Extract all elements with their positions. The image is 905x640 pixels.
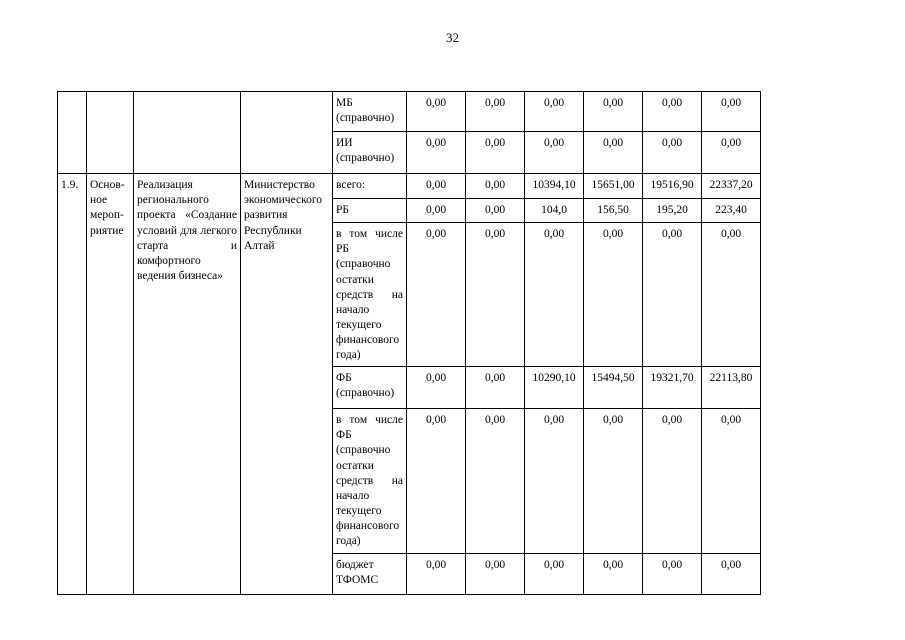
value-cell: 0,00: [466, 199, 525, 223]
item-executor: Министерство экономического развития Республики Алтай: [241, 174, 333, 595]
value-cell: 15651,00: [584, 174, 643, 199]
value-cell: 0,00: [643, 554, 702, 595]
table-row: [58, 92, 761, 132]
empty-cell: [241, 92, 333, 174]
value-cell: 104,0: [525, 199, 584, 223]
value-cell: 0,00: [407, 174, 466, 199]
value-cell: 0,00: [525, 132, 584, 174]
value-cell: 0,00: [407, 409, 466, 554]
item-number: 1.9.: [58, 174, 87, 595]
value-cell: 0,00: [643, 223, 702, 367]
source-label: ИИ (справочно): [333, 132, 407, 174]
empty-cell: [87, 92, 134, 174]
value-cell: 0,00: [702, 92, 761, 132]
value-cell: 22337,20: [702, 174, 761, 199]
value-cell: 156,50: [584, 199, 643, 223]
empty-cell: [58, 92, 87, 174]
value-cell: 0,00: [643, 92, 702, 132]
value-cell: 10290,10: [525, 367, 584, 409]
value-cell: 15494,50: [584, 367, 643, 409]
value-cell: 0,00: [702, 223, 761, 367]
value-cell: 0,00: [525, 554, 584, 595]
value-cell: 22113,80: [702, 367, 761, 409]
value-cell: 0,00: [466, 367, 525, 409]
value-cell: 10394,10: [525, 174, 584, 199]
value-cell: 0,00: [584, 92, 643, 132]
source-label: всего:: [333, 174, 407, 199]
empty-cell: [134, 92, 241, 174]
funding-table: [57, 91, 761, 595]
value-cell: 0,00: [407, 554, 466, 595]
source-label: в том числе РБ (справочно остатки средств на начало текущего финансового года): [333, 223, 407, 367]
value-cell: 0,00: [466, 92, 525, 132]
value-cell: 0,00: [702, 409, 761, 554]
value-cell: 0,00: [407, 92, 466, 132]
source-label: бюджет ТФОМС: [333, 554, 407, 595]
item-type: Основ-ное мероп-риятие: [87, 174, 134, 595]
value-cell: 0,00: [584, 554, 643, 595]
source-label: РБ: [333, 199, 407, 223]
value-cell: 0,00: [584, 409, 643, 554]
value-cell: 0,00: [407, 367, 466, 409]
source-label: МБ (справочно): [333, 92, 407, 132]
value-cell: 19516,90: [643, 174, 702, 199]
value-cell: 0,00: [525, 92, 584, 132]
page-number: 32: [446, 30, 459, 45]
value-cell: 0,00: [466, 174, 525, 199]
value-cell: 0,00: [702, 554, 761, 595]
value-cell: 19321,70: [643, 367, 702, 409]
value-cell: 0,00: [466, 132, 525, 174]
value-cell: 0,00: [643, 132, 702, 174]
value-cell: 0,00: [466, 223, 525, 367]
value-cell: 0,00: [584, 132, 643, 174]
value-cell: 195,20: [643, 199, 702, 223]
value-cell: 0,00: [407, 223, 466, 367]
value-cell: 0,00: [643, 409, 702, 554]
value-cell: 0,00: [466, 409, 525, 554]
value-cell: 0,00: [407, 132, 466, 174]
value-cell: 0,00: [702, 132, 761, 174]
value-cell: 0,00: [466, 554, 525, 595]
value-cell: 0,00: [525, 223, 584, 367]
value-cell: 0,00: [407, 199, 466, 223]
item-name: Реализация регионального проекта «Создание условий для легкого старта и комфортного ведения бизнеса»: [134, 174, 241, 595]
table-row: [58, 174, 761, 199]
value-cell: 0,00: [525, 409, 584, 554]
value-cell: 0,00: [584, 223, 643, 367]
value-cell: 223,40: [702, 199, 761, 223]
source-label: ФБ (справочно): [333, 367, 407, 409]
source-label: в том числе ФБ (справочно остатки средств на начало текущего финансового года): [333, 409, 407, 554]
